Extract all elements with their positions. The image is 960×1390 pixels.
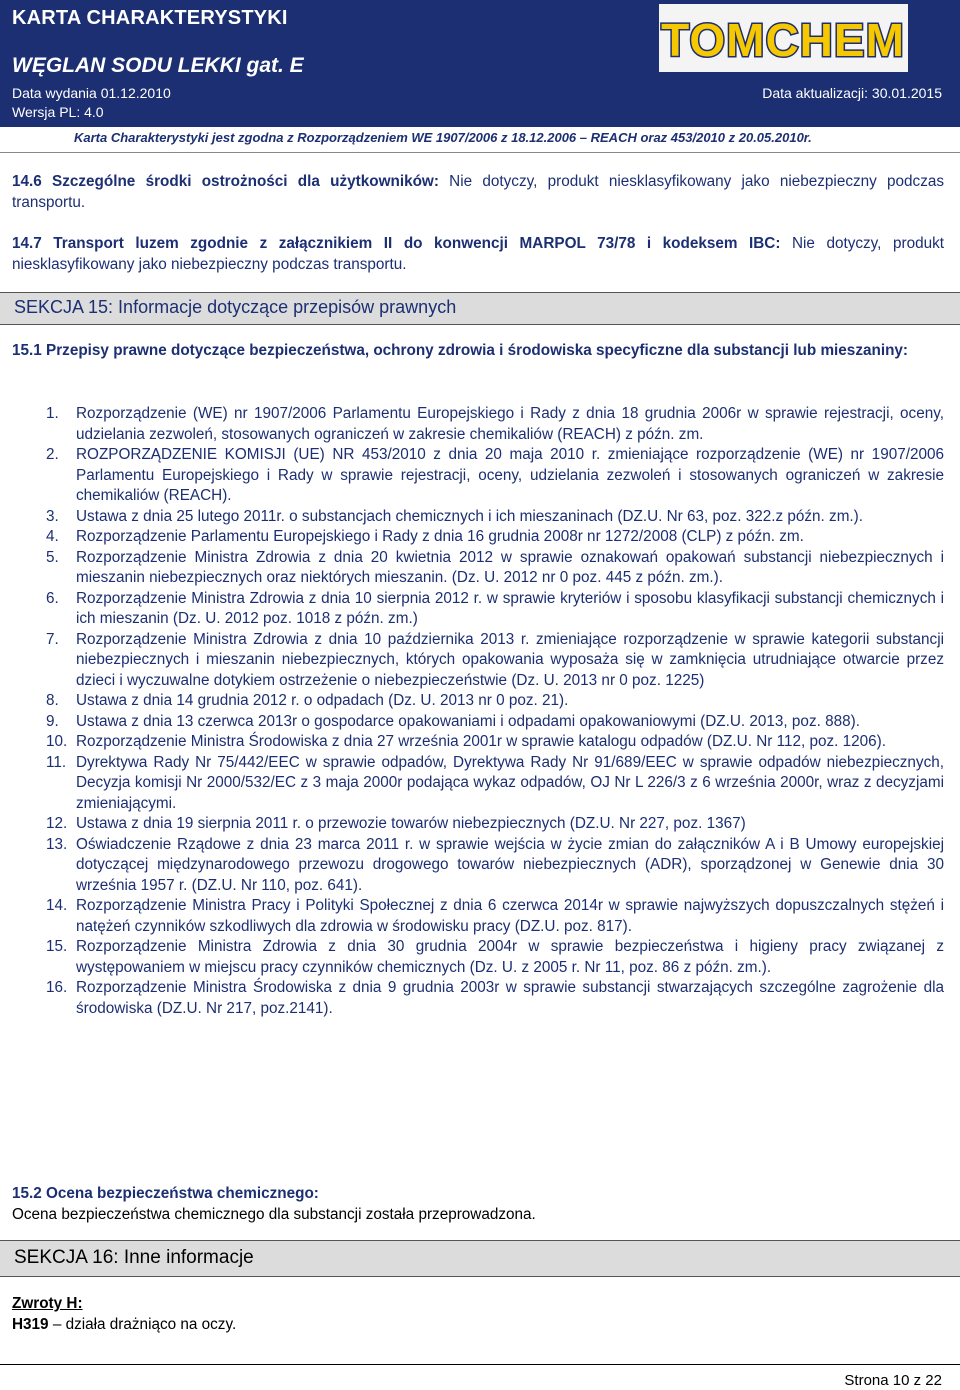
section-15-heading: SEKCJA 15: Informacje dotyczące przepisów prawnych bbox=[14, 297, 457, 317]
regulation-number: 8. bbox=[46, 692, 59, 709]
regulation-item bbox=[12, 835, 944, 897]
regulation-text: Rozporządzenie Ministra Środowiska z dnia 27 września 2001r w sprawie katalogu odpadów (DZ.U. Nr 112, poz. 1206). bbox=[76, 733, 887, 750]
section-15-2-text: Ocena bezpieczeństwa chemicznego dla substancji została przeprowadzona. bbox=[12, 1205, 536, 1223]
page-number: Strona 10 z 22 bbox=[844, 1372, 942, 1389]
section-14-6 bbox=[12, 172, 944, 213]
regulation-item bbox=[12, 527, 944, 548]
regulation-number: 7. bbox=[46, 630, 59, 648]
version: Wersja PL: 4.0 bbox=[12, 104, 104, 120]
regulation-item bbox=[12, 404, 944, 445]
regulation-number: 1. bbox=[46, 405, 59, 422]
h-phrase-code: H319 bbox=[12, 1315, 49, 1333]
regulation-text: Rozporządzenie (WE) nr 1907/2006 Parlamentu Europejskiego i Rady z dnia 18 grudnia 2006r w sprawie rejestracji, oceny, udzielania zezwoleń, stosowanych ograniczeń w zakresie chemikaliów (REACH) z późn. zm. bbox=[76, 405, 944, 443]
compliance-note: Karta Charakterystyki jest zgodna z Rozporządzeniem WE 1907/2006 z 18.12.2006 – REACH oraz 453/2010 z 20.05.2010r. bbox=[74, 130, 812, 145]
section-16-content bbox=[12, 1294, 944, 1335]
tomchem-logo bbox=[659, 4, 908, 72]
regulation-number: 13. bbox=[46, 835, 68, 853]
issue-date: Data wydania 01.12.2010 bbox=[12, 85, 171, 101]
regulation-item bbox=[12, 732, 944, 753]
h-phrase-text: – działa drażniąco na oczy. bbox=[48, 1315, 237, 1333]
section-14-6-title: 14.6 Szczególne środki ostrożności dla użytkowników: bbox=[12, 173, 439, 190]
regulation-text: Rozporządzenie Parlamentu Europejskiego i Rady z dnia 16 grudnia 2008r nr 1272/2008 (CLP) z późn. zm. bbox=[76, 528, 804, 545]
regulation-number: 11. bbox=[46, 753, 67, 771]
regulation-item bbox=[12, 548, 944, 589]
regulation-number: 2. bbox=[46, 446, 59, 463]
regulation-number: 9. bbox=[46, 712, 59, 730]
regulation-text: Rozporządzenie Ministra Zdrowia z dnia 10 października 2013 r. zmieniające rozporządzenie w sprawie kategorii substancji niebezpiecznych i mieszanin niebezpiecznych, których opakowania wyposaża się w zamknięcia utrudniające otwarcie przez dzieci i wyczuwalne dotykiem ostrzeżenie o niebezpieczeństwie (Dz. U. 2013 nr 0 poz. 1225) bbox=[76, 630, 944, 689]
section-15-1-title: 15.1 Przepisy prawne dotyczące bezpieczeństwa, ochrony zdrowia i środowiska specyficzne dla substancji lub mieszaniny: bbox=[12, 342, 909, 359]
regulation-item bbox=[12, 814, 944, 835]
document-type: KARTA CHARAKTERYSTYKI bbox=[12, 7, 288, 29]
product-title: WĘGLAN SODU LEKKI gat. E bbox=[12, 54, 304, 77]
logo-wordmark: TOMCHEM bbox=[661, 14, 905, 66]
regulation-text: Rozporządzenie Ministra Zdrowia z dnia 30 grudnia 2004r w sprawie bezpieczeństwa i higieny pracy związanej z występowaniem w miejscu pracy czynników chemicznych (Dz. U. z 2005 r. Nr 11, poz. 86 z późn. zm.). bbox=[76, 938, 944, 976]
regulation-text: Rozporządzenie Ministra Zdrowia z dnia 20 kwietnia 2012 w sprawie oznakowań opakowań substancji niebezpiecznych i mieszanin niebezpiecznych oraz niektórych mieszanin. (Dz. U. 2012 nr 0 poz. 445 z późn. zm.). bbox=[76, 548, 944, 586]
h-phrases-title: Zwroty H: bbox=[12, 1295, 83, 1312]
regulation-number: 10. bbox=[46, 733, 68, 750]
header-divider bbox=[0, 152, 960, 153]
regulation-item bbox=[12, 978, 944, 1019]
regulation-text: Ustawa z dnia 14 grudnia 2012 r. o odpadach (Dz. U. 2013 nr 0 poz. 21). bbox=[76, 692, 569, 709]
section-14-7-title: 14.7 Transport luzem zgodnie z załącznikiem II do konwencji MARPOL 73/78 i kodeksem IBC: bbox=[12, 235, 781, 252]
regulation-text: Ustawa z dnia 13 czerwca 2013r o gospodarce opakowaniami i odpadami opakowaniowymi (DZ.U. 2013, poz. 888). bbox=[76, 712, 860, 730]
regulations-list bbox=[12, 404, 944, 1019]
regulation-text: Rozporządzenie Ministra Pracy i Polityki Społecznej z dnia 6 czerwca 2014r w sprawie najwyższych dopuszczalnych stężeń i natężeń czynników szkodliwych dla zdrowia w środowisku pracy (DZ.U. poz. 817). bbox=[76, 897, 944, 935]
regulation-text: Rozporządzenie Ministra Zdrowia z dnia 10 sierpnia 2012 r. w sprawie kryteriów i sposobu klasyfikacji substancji chemicznych i ich mieszanin (Dz. U. 2012 poz. 1018 z późn. zm.) bbox=[76, 589, 944, 627]
regulation-text: Ustawa z dnia 25 lutego 2011r. o substancjach chemicznych i ich mieszaninach (DZ.U. Nr 63, poz. 322.z późn. zm.). bbox=[76, 507, 864, 525]
section-15-2-title: 15.2 Ocena bezpieczeństwa chemicznego: bbox=[12, 1185, 319, 1202]
section-15-bar bbox=[0, 292, 960, 325]
regulation-text: Oświadczenie Rządowe z dnia 23 marca 2011 r. w sprawie wejścia w życie zmian do załączników A i B Umowy europejskiej dotyczącej międzynarodowego przewozu drogowego towarów niebezpiecznych (ADR), sporządzonej w Genewie dnia 30 września 1957 r. (DZ.U. Nr 110, poz. 641). bbox=[76, 835, 944, 894]
regulation-item bbox=[12, 712, 944, 733]
regulation-text: Dyrektywa Rady Nr 75/442/EEC w sprawie odpadów, Dyrektywa Rady Nr 91/689/EEC w sprawie odpadów niebezpiecznych, Decyzja komisji Nr 2000/532/EC z 3 maja 2000r podająca wykaz odpadów, OJ Nr L 226/3 z 6 września 2000r, wraz z decyzjami zmieniającymi. bbox=[76, 753, 944, 812]
regulation-number: 5. bbox=[46, 548, 59, 566]
regulation-item bbox=[12, 507, 944, 528]
regulation-text: Rozporządzenie Ministra Środowiska z dnia 9 grudnia 2003r w sprawie substancji stwarzających szczególne zagrożenie dla środowiska (DZ.U. Nr 217, poz.2141). bbox=[76, 979, 944, 1017]
regulation-number: 12. bbox=[46, 815, 68, 832]
section-15-2 bbox=[12, 1184, 944, 1225]
regulation-number: 4. bbox=[46, 528, 59, 545]
page-content bbox=[12, 160, 944, 275]
regulation-item bbox=[12, 896, 944, 937]
regulation-number: 6. bbox=[46, 589, 59, 607]
regulation-item bbox=[12, 445, 944, 507]
update-date: Data aktualizacji: 30.01.2015 bbox=[762, 85, 942, 101]
section-14-6-text: Nie dotyczy, produkt niesklasyfikowany jako niebezpieczny podczas transportu. bbox=[12, 173, 944, 211]
section-16-heading: SEKCJA 16: Inne informacje bbox=[14, 1247, 254, 1268]
regulation-text: ROZPORZĄDZENIE KOMISJI (UE) NR 453/2010 z dnia 20 maja 2010 r. zmieniające rozporządzenie (WE) nr 1907/2006 Parlamentu Europejskiego i Rady w sprawie rejestracji, oceny, udzielania zezwoleń i stosowanych ograniczeń w zakresie chemikaliów (REACH). bbox=[76, 446, 944, 504]
regulation-item bbox=[12, 937, 944, 978]
regulation-item bbox=[12, 691, 944, 712]
regulation-item bbox=[12, 630, 944, 692]
regulation-item bbox=[12, 753, 944, 815]
regulation-number: 15. bbox=[46, 938, 68, 955]
section-16-bar bbox=[0, 1240, 960, 1277]
regulation-item bbox=[12, 589, 944, 630]
footer-divider bbox=[0, 1364, 960, 1365]
regulation-number: 16. bbox=[46, 979, 68, 996]
section-14-7 bbox=[12, 234, 944, 275]
regulation-text: Ustawa z dnia 19 sierpnia 2011 r. o przewozie towarów niebezpiecznych (DZ.U. Nr 227, poz. 1367) bbox=[76, 815, 746, 832]
section-15-1 bbox=[12, 341, 944, 362]
h-phrase bbox=[12, 1315, 944, 1336]
regulation-number: 3. bbox=[46, 507, 59, 525]
section-14-7-text: Nie dotyczy, produkt niesklasyfikowany jako niebezpieczny podczas transportu. bbox=[12, 235, 944, 273]
regulation-number: 14. bbox=[46, 897, 68, 914]
